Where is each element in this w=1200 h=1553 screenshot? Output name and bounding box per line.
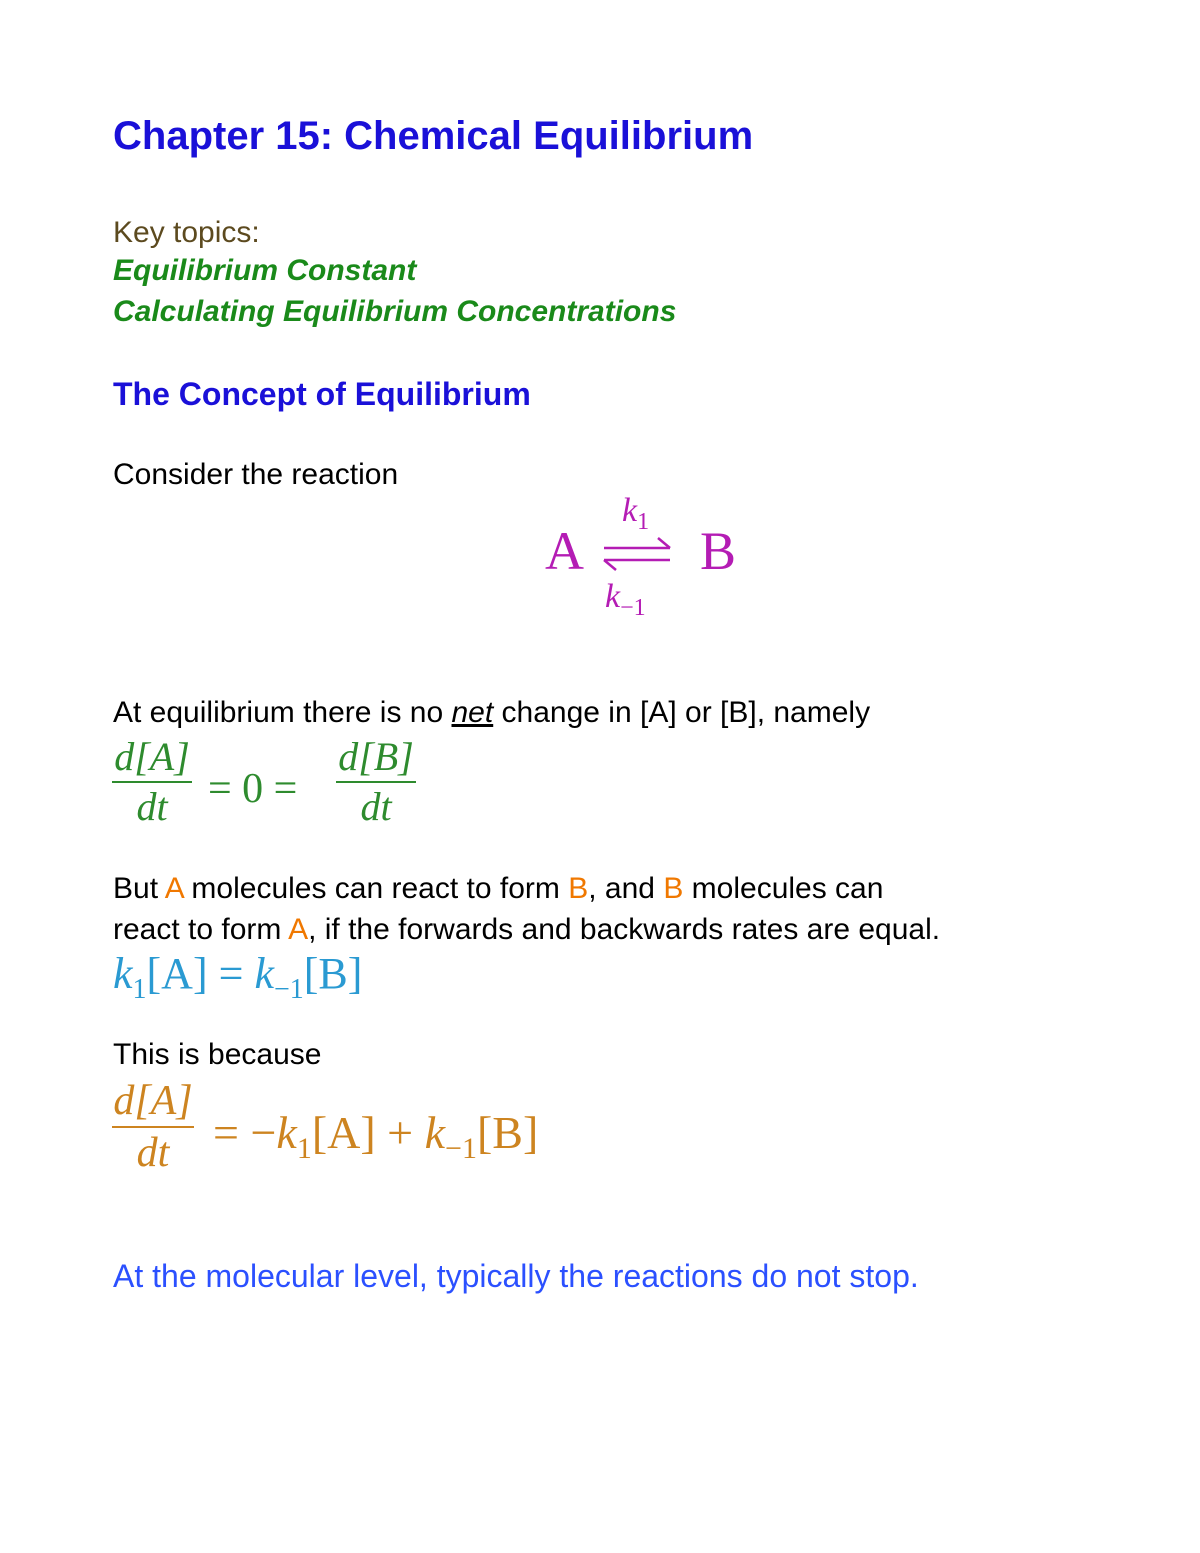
emphasis-net: net xyxy=(451,696,494,729)
equilibrium-arrows-icon xyxy=(600,534,674,574)
closing-statement: At the molecular level, typically the reactions do not stop. xyxy=(113,1258,919,1294)
reaction-product: B xyxy=(700,521,737,581)
forward-rate-constant: $k_1$ xyxy=(622,492,650,535)
reverse-rate-constant: $k_{-1}$ xyxy=(605,578,646,621)
consider-text: Consider the reaction xyxy=(113,458,399,491)
section-heading: The Concept of Equilibrium xyxy=(113,376,531,412)
paragraph-line-1: But A molecules can react to form B, and B molecules can xyxy=(113,872,884,905)
page-title: Chapter 15: Chemical Equilibrium xyxy=(113,114,754,158)
rates-equal-equation: $k_1[A] = k_{-1}[B]$ xyxy=(113,949,363,1005)
key-topics-label: Key topics: xyxy=(113,216,260,249)
equilibrium-sentence: At equilibrium there is no net change in [A] or [B], namely xyxy=(113,696,871,729)
key-topic-item: Equilibrium Constant xyxy=(113,254,417,287)
equals-zero: = 0 = xyxy=(208,766,298,812)
because-text: This is because xyxy=(113,1038,322,1071)
rate-law-rhs: = $-k_1[A] + k_{-1}[B]$ xyxy=(213,1107,539,1166)
paragraph-line-2: react to form A, if the forwards and backwards rates are equal. xyxy=(113,913,941,946)
key-topic-item: Calculating Equilibrium Concentrations xyxy=(113,295,677,328)
fraction-dA-dt: d[A] dt xyxy=(112,733,192,831)
fraction-dA-dt-ratelaw: d[A] dt xyxy=(113,1078,193,1176)
fraction-dB-dt: d[B] dt xyxy=(336,733,416,831)
reaction-reactant: A xyxy=(545,521,584,581)
